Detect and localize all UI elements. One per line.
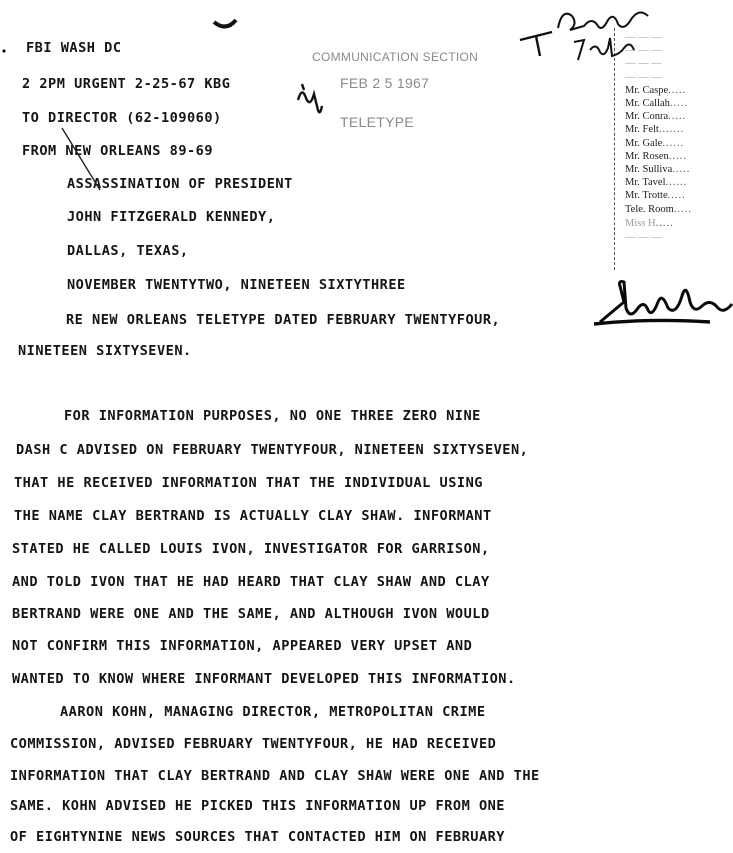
stamp-section: COMMUNICATION SECTION (312, 50, 479, 64)
body-line: OF EIGHTYNINE NEWS SOURCES THAT CONTACTED HIM ON FEBRUARY (10, 829, 505, 845)
stamp-date: FEB 2 5 1967 (340, 75, 430, 91)
routing-faint-5: — — — (625, 232, 662, 243)
routing-item: Tele. Room..... (625, 204, 692, 215)
subject-line: DALLAS, TEXAS, (67, 243, 189, 259)
routing-faint-1: — — — (625, 32, 662, 43)
body-line: COMMISSION, ADVISED FEBRUARY TWENTYFOUR, HE HAD RECEIVED (10, 736, 497, 752)
routing-item: Mr. Trotte..... (625, 190, 686, 201)
routing-item: Mr. Gale...... (625, 138, 685, 149)
routing-item: Mr. Conra..... (625, 111, 687, 122)
handwritten-note-mark (512, 4, 662, 74)
routing-item: Mr. Caspe..... (625, 85, 687, 96)
handwritten-initials-mark (296, 80, 336, 120)
routing-item: Mr. Callah..... (625, 98, 689, 109)
body-line: NOT CONFIRM THIS INFORMATION, APPEARED VERY UPSET AND (12, 638, 473, 654)
body-line: DASH C ADVISED ON FEBRUARY TWENTYFOUR, NINETEEN SIXTYSEVEN, (16, 442, 529, 458)
routing-faint-2: — — — (625, 45, 662, 56)
re-line: NINETEEN SIXTYSEVEN. (18, 343, 192, 359)
body-line: WANTED TO KNOW WHERE INFORMANT DEVELOPED THIS INFORMATION. (12, 671, 516, 687)
body-line: INFORMATION THAT CLAY BERTRAND AND CLAY SHAW WERE ONE AND THE (10, 768, 540, 784)
body-line: BERTRAND WERE ONE AND THE SAME, AND ALTHOUGH IVON WOULD (12, 606, 490, 622)
routing-item: Mr. Sulliva..... (625, 164, 691, 175)
body-line: AND TOLD IVON THAT HE HAD HEARD THAT CLAY SHAW AND CLAY (12, 574, 490, 590)
stamp-type: TELETYPE (340, 114, 414, 130)
re-line: RE NEW ORLEANS TELETYPE DATED FEBRUARY TWENTYFOUR, (66, 312, 501, 328)
subject-line: NOVEMBER TWENTYTWO, NINETEEN SIXTYTHREE (67, 277, 406, 293)
to-line: TO DIRECTOR (62-109060) (22, 110, 222, 126)
body-line: AARON KOHN, MANAGING DIRECTOR, METROPOLITAN CRIME (60, 704, 486, 720)
body-line: SAME. KOHN ADVISED HE PICKED THIS INFORMATION UP FROM ONE (10, 798, 505, 814)
body-line: THAT HE RECEIVED INFORMATION THAT THE INDIVIDUAL USING (14, 475, 483, 491)
from-line: FROM NEW ORLEANS 89-69 (22, 143, 214, 159)
time-line: 2 2PM URGENT 2-25-67 KBG (22, 76, 231, 92)
routing-faint-4: — — — (625, 72, 662, 83)
from-office: FBI WASH DC (26, 40, 122, 56)
subject-line: JOHN FITZGERALD KENNEDY, (67, 209, 276, 225)
routing-item: Miss H..... (625, 218, 674, 229)
routing-item: Mr. Tavel...... (625, 177, 688, 188)
signature-mark (590, 272, 733, 338)
body-line: FOR INFORMATION PURPOSES, NO ONE THREE ZERO NINE (64, 408, 481, 424)
subject-line: ASSASSINATION OF PRESIDENT (67, 176, 293, 192)
routing-faint-3: — — — (625, 58, 662, 69)
body-line: THE NAME CLAY BERTRAND IS ACTUALLY CLAY SHAW. INFORMANT (14, 508, 492, 524)
routing-item: Mr. Felt....... (625, 124, 685, 135)
routing-item: Mr. Rosen..... (625, 151, 687, 162)
body-line: STATED HE CALLED LOUIS IVON, INVESTIGATOR FOR GARRISON, (12, 541, 490, 557)
